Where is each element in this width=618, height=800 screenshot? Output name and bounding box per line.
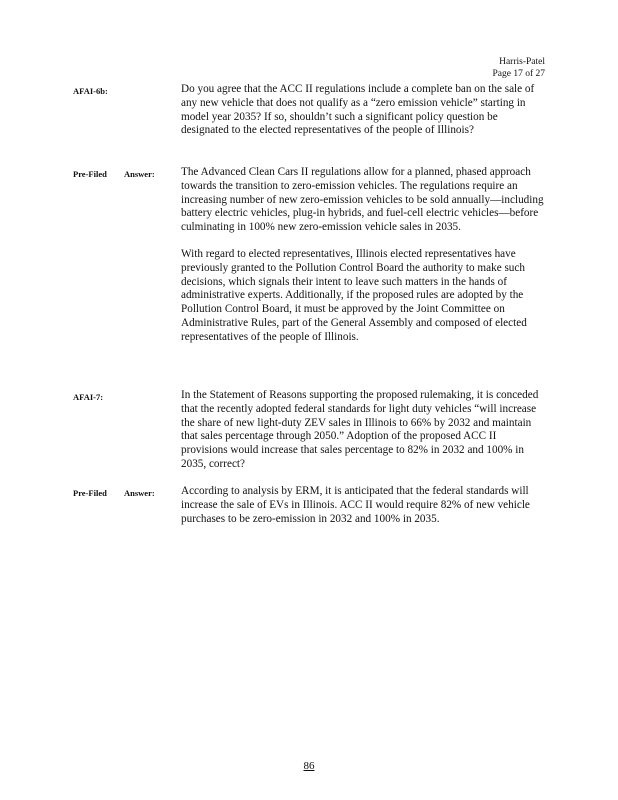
page-footer (0, 760, 618, 772)
answer-label: Answer: (124, 488, 155, 498)
question-paragraph: Do you agree that the ACC II regulations include a complete ban on the sale of any new vehicle that does not qualify as a “zero emission vehicle” starting in model year 2035? If so, shouldn’t such a significant policy question be designated to the elected representatives of the people of Illinois? (181, 83, 535, 137)
answer-paragraph: According to analysis by ERM, it is anticipated that the federal standards will increase the sale of EVs in Illinois. ACC II would require 82% of new vehicle purchases to be zero-emission in 2032 and 100% in 2035. (181, 485, 530, 525)
question-label: AFAI-6b: (73, 86, 108, 96)
answer-text (181, 485, 545, 526)
question-label: AFAI-7: (73, 392, 104, 402)
prefiled-label: Pre-Filed (73, 169, 107, 179)
answer-paragraph: The Advanced Clean Cars II regulations allow for a planned, phased approach towards the transition to zero-emission vehicles. The regulations require an increasing number of new zero-emission vehicles to be sold annually—including battery electric vehicles, plug-in hybrids, and fuel-cell electric vehicles—before culminating in 100% new zero-emission vehicle sales in 2035. (181, 166, 544, 234)
question-paragraph: In the Statement of Reasons supporting the proposed rulemaking, it is conceded that the recently adopted federal standards for light duty vehicles “will increase the share of new light-duty ZEV sales in Illinois to 66% by 2032 and maintain that sales percentage through 2050.” Adoption of the proposed ACC II provisions would increase that sales percentage to 82% in 2032 and 100% in 2035, correct? (181, 389, 539, 470)
question-text (181, 83, 545, 138)
page-header (492, 56, 545, 80)
prefiled-label: Pre-Filed (73, 488, 107, 498)
answer-paragraph: With regard to elected representatives, Illinois elected representatives have previously granted to the Pollution Control Board the authority to make such decisions, which signals their intent to leave such matters in the hands of administrative experts. Additionally, if the proposed rules are adopted by the Pollution Control Board, it must be approved by the Joint Committee on Administrative Rules, part of the General Assembly and composed of elected representatives of the people of Illinois. (181, 247, 527, 343)
header-page-count: Page 17 of 27 (492, 69, 545, 79)
answer-text (181, 166, 545, 345)
answer-label: Answer: (124, 169, 155, 179)
page-number: 86 (303, 760, 315, 772)
question-text (181, 389, 545, 472)
header-author: Harris-Patel (499, 57, 545, 67)
